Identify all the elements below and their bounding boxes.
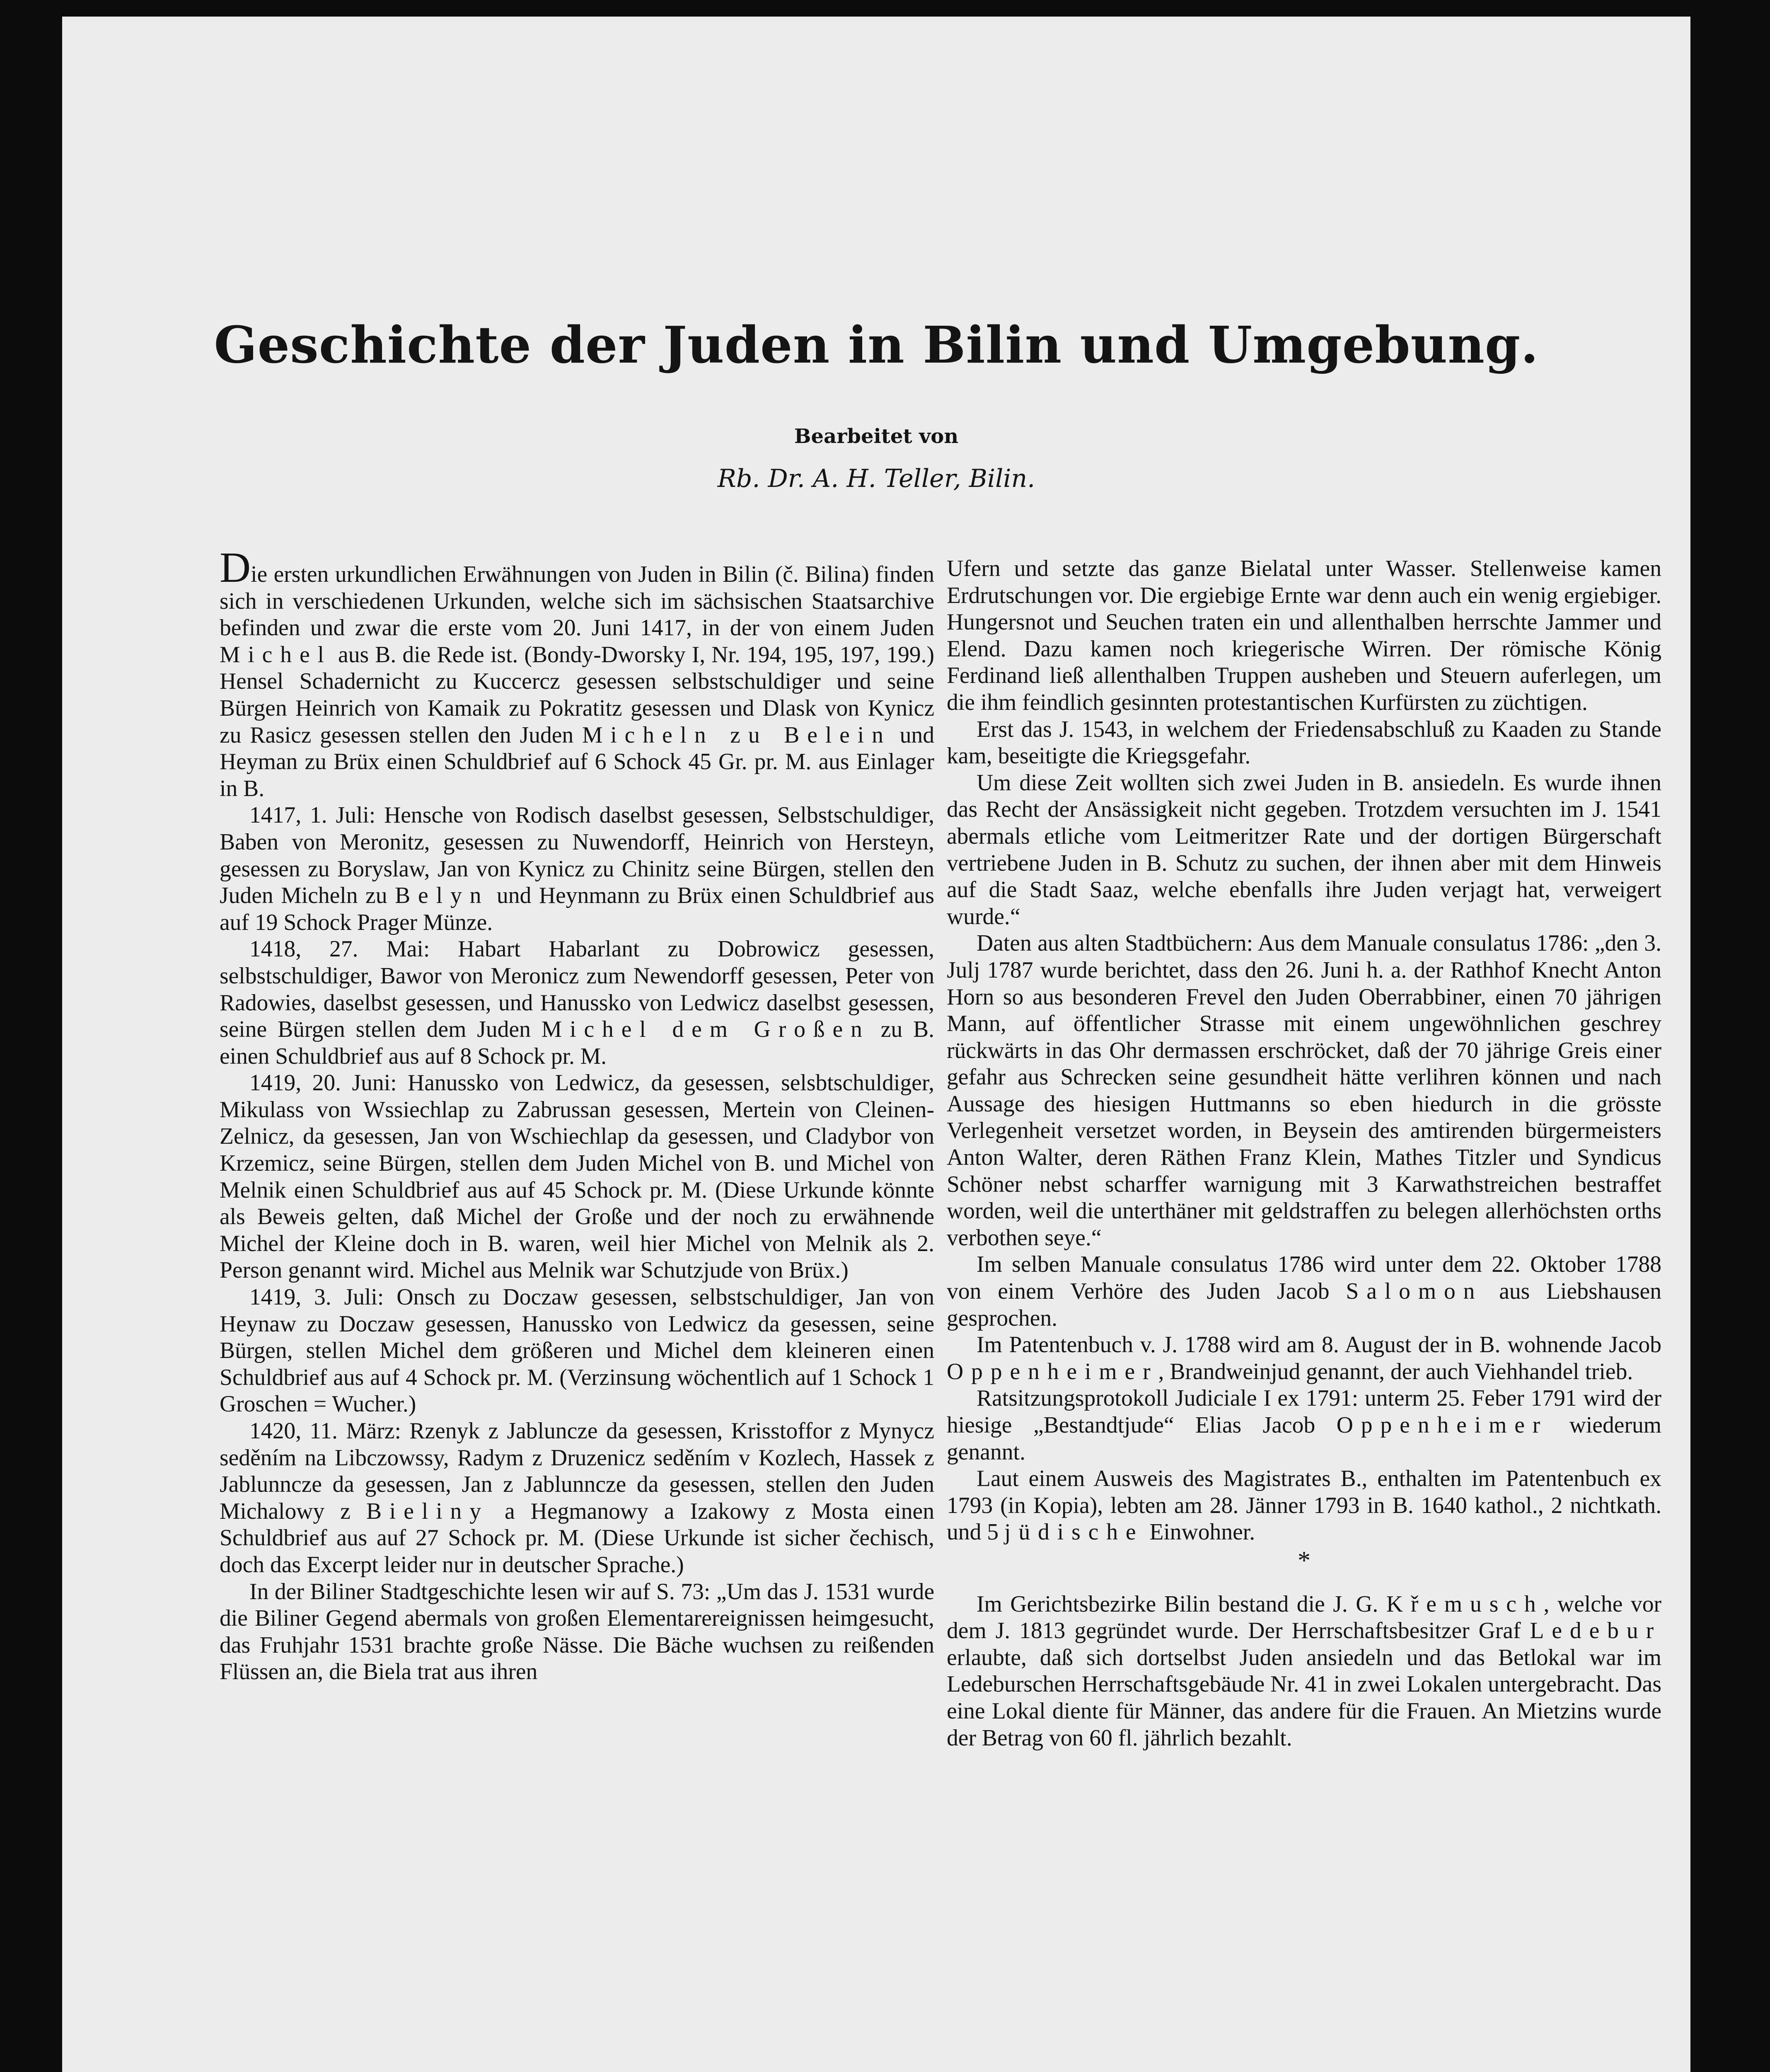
paragraph: 1419, 3. Juli: Onsch zu Doczaw gesessen, selbstschuldiger, Jan von Heynaw zu Doczaw gesessen, Hanussko von Ledwicz da gesessen, seine Bürgen, stellen Michel dem größeren und Michel dem kleineren einen Schuldbrief aus auf 4 Schock pr. M. (Verzinsung wöchentlich auf 1 Schock 1 Groschen = Wucher.) bbox=[220, 1284, 934, 1417]
paragraph: Laut einem Ausweis des Magistrates B., enthalten im Patentenbuch ex 1793 (in Kopia), lebten am 28. Jänner 1793 in B. 1640 kathol., 2 nichtkath. und 5 jüdische Einwohner. bbox=[947, 1466, 1661, 1545]
paragraph: Im Gerichtsbezirke Bilin bestand die J. G. Křemusch, welche vor dem J. 1813 gegründet wurde. Der Herrschaftsbesitzer Graf Ledebur erlaubte, daß sich dortselbst Juden ansiedeln und das Betlokal war im Ledeburschen Herrschaftsgebäude Nr. 41 in zwei Lokalen untergebracht. Das eine Lokal diente für Männer, das andere für die Frauen. An Mietzins wurde der Betrag von 60 fl. jährlich bezahlt. bbox=[947, 1591, 1662, 1751]
author-line: Rb. Dr. A. H. Teller, Bilin. bbox=[717, 464, 1035, 493]
paragraph: In der Biliner Stadtgeschichte lesen wir auf S. 73: „Um das J. 1531 wurde die Biliner Gegend abermals von großen Elementarereignissen heimgesucht, das Fruhjahr 1531 brachte große Nässe. Die Bäche wuchsen zu reißenden Flüssen an, die Biela trat aus ihren bbox=[220, 1578, 934, 1685]
left-column bbox=[220, 544, 935, 1685]
right-column bbox=[947, 555, 1661, 1751]
paragraph: Daten aus alten Stadtbüchern: Aus dem Manuale consulatus 1786: „den 3. Julj 1787 wurde berichtet, dass den 26. Juni h. a. der Rathhof Knecht Anton Horn so aus besonderen Frevel den Juden Oberrabbiner, einen 70 jährigen Mann, auf öffentlicher Strasse mit einem ungewöhnlichen geschrey rückwärts in das Ohr dermassen erschröcket, daß der 70 jährige Greis einer gefahr aus Schrecken seine gesundheit hätte verlihren können und nach Aussage des hiesigen Huttmanns so eben hiedurch in die grösste Verlegenheit versetzet worden, in Beysein des amtirenden bürgermeisters Anton Walter, deren Räthen Franz Klein, Mathes Titzler und Syndicus Schöner nebst scharffer warnigung mit 3 Karwathstreichen bestraffet worden, weil die unterthäner mit geldstraffen zu belegen allerhöchsten orths verbothen seye.“ bbox=[947, 930, 1661, 1251]
drop-cap: D bbox=[220, 544, 251, 591]
paragraph: 1420, 11. März: Rzenyk z Jabluncze da gesessen, Krisstoffor z Mynycz seděním na Libczowssy, Radym z Druzenicz seděním v Kozlech, Hassek z Jablunncze da gesessen, Jan z Jablunncze da gesessen, stellen den Juden Michalowy z Bieliny a Hegmanowy a Izakowy z Mosta einen Schuldbrief aus auf 27 Schock pr. M. (Diese Urkunde ist sicher čechisch, doch das Excerpt leider nur in deutscher Sprache.) bbox=[220, 1418, 934, 1578]
paragraph: 1419, 20. Juni: Hanussko von Ledwicz, da gesessen, selsbtschuldiger, Mikulass von Wssiechlap zu Zabrussan gesessen, Mertein von Cleinen-Zelnicz, da gesessen, Jan von Wschiechlap da gesessen, und Cladybor von Krzemicz, seine Bürgen, stellen dem Juden Michel von B. und Michel von Melnik einen Schuldbrief aus auf 45 Schock pr. M. (Diese Urkunde könnte als Beweis gelten, daß Michel der Große und der noch zu erwähnende Michel der Kleine doch in B. waren, weil hier Michel von Melnik als 2. Person genannt wird. Michel aus Melnik war Schutzjude von Brüx.) bbox=[220, 1070, 934, 1283]
paragraph: Ufern und setzte das ganze Bielatal unter Wasser. Stellenweise kamen Erdrutschungen vor. Die ergiebige Ernte war denn auch ein wenig ergiebiger. Hungersnot und Seuchen traten ein und allenthalben herrschte Jammer und Elend. Dazu kamen noch kriegerische Wirren. Der römische König Ferdinand ließ allenthalben Truppen ausheben und Steuern auferlegen, um die ihm feindlich gesinnten protestantischen Kurfürsten zu züchtigen. bbox=[947, 556, 1661, 715]
paragraph: Im Patentenbuch v. J. 1788 wird am 8. August der in B. wohnende Jacob Oppenheimer, Brandweinjud genannt, der auch Viehhandel trieb. bbox=[947, 1332, 1661, 1385]
paragraph: Im selben Manuale consulatus 1786 wird unter dem 22. Oktober 1788 von einem Verhöre des Juden Jacob Salomon aus Liebshausen gesprochen. bbox=[947, 1251, 1661, 1331]
paragraph: Um diese Zeit wollten sich zwei Juden in B. ansiedeln. Es wurde ihnen das Recht der Ansässigkeit nicht gegeben. Trotzdem versuchten im J. 1541 abermals etliche vom Leitmeritzer Rate und der dortigen Bürgerschaft vertriebene Juden in B. Schutz zu suchen, der ihnen aber mit dem Hinweis auf die Stadt Saaz, welche ebenfalls ihre Juden verjagt hat, verweigert wurde.“ bbox=[947, 770, 1661, 929]
paragraph: Erst das J. 1543, in welchem der Friedensabschluß zu Kaaden zu Stande kam, beseitigte die Kriegsgefahr. bbox=[947, 716, 1661, 769]
paragraph: Ratsitzungsprotokoll Judiciale I ex 1791: unterm 25. Feber 1791 wird der hiesige „Bestandtjude“ Elias Jacob Oppenheimer wiederum genannt. bbox=[947, 1385, 1661, 1465]
article-title: Geschichte der Juden in Bilin und Umgebung. bbox=[214, 315, 1539, 375]
section-separator: * bbox=[1298, 1546, 1311, 1575]
byline: Bearbeitet von bbox=[794, 425, 959, 448]
paragraph: Die ersten urkundlichen Erwähnungen von Juden in Bilin (č. Bilina) finden sich in verschiedenen Urkunden, welche sich im sächsischen Staatsarchive befinden und zwar die erste vom 20. Juni 1417, in der von einem Juden Michel aus B. die Rede ist. (Bondy-Dworsky I, Nr. 194, 195, 197, 199.) Hensel Schadernicht zu Kuccercz gesessen selbstschuldiger und seine Bürgen Heinrich von Kamaik zu Pokratitz gesessen und Dlask von Kynicz zu Rasicz gesessen stellen den Juden Micheln zu Belein und Heyman zu Brüx einen Schuldbrief auf 6 Schock 45 Gr. pr. M. aus Einlager in B. bbox=[220, 544, 934, 801]
document-page bbox=[62, 17, 1690, 2072]
paragraph: 1418, 27. Mai: Habart Habarlant zu Dobrowicz gesessen, selbstschuldiger, Bawor von Meronicz zum Newendorff gesessen, Peter von Radowies, daselbst gesessen, und Hanussko von Ledwicz daselbst gesessen, seine Bürgen stellen dem Juden Michel dem Großen zu B. einen Schuldbrief aus auf 8 Schock pr. M. bbox=[220, 936, 935, 1069]
paragraph: 1417, 1. Juli: Hensche von Rodisch daselbst gesessen, Selbstschuldiger, Baben von Meronitz, gesessen zu Nuwendorff, Heinrich von Hersteyn, gesessen zu Boryslaw, Jan von Kynicz zu Chinitz seine Bürgen, stellen den Juden Micheln zu Belyn und Heynmann zu Brüx einen Schuldbrief aus auf 19 Schock Prager Münze. bbox=[220, 802, 935, 935]
